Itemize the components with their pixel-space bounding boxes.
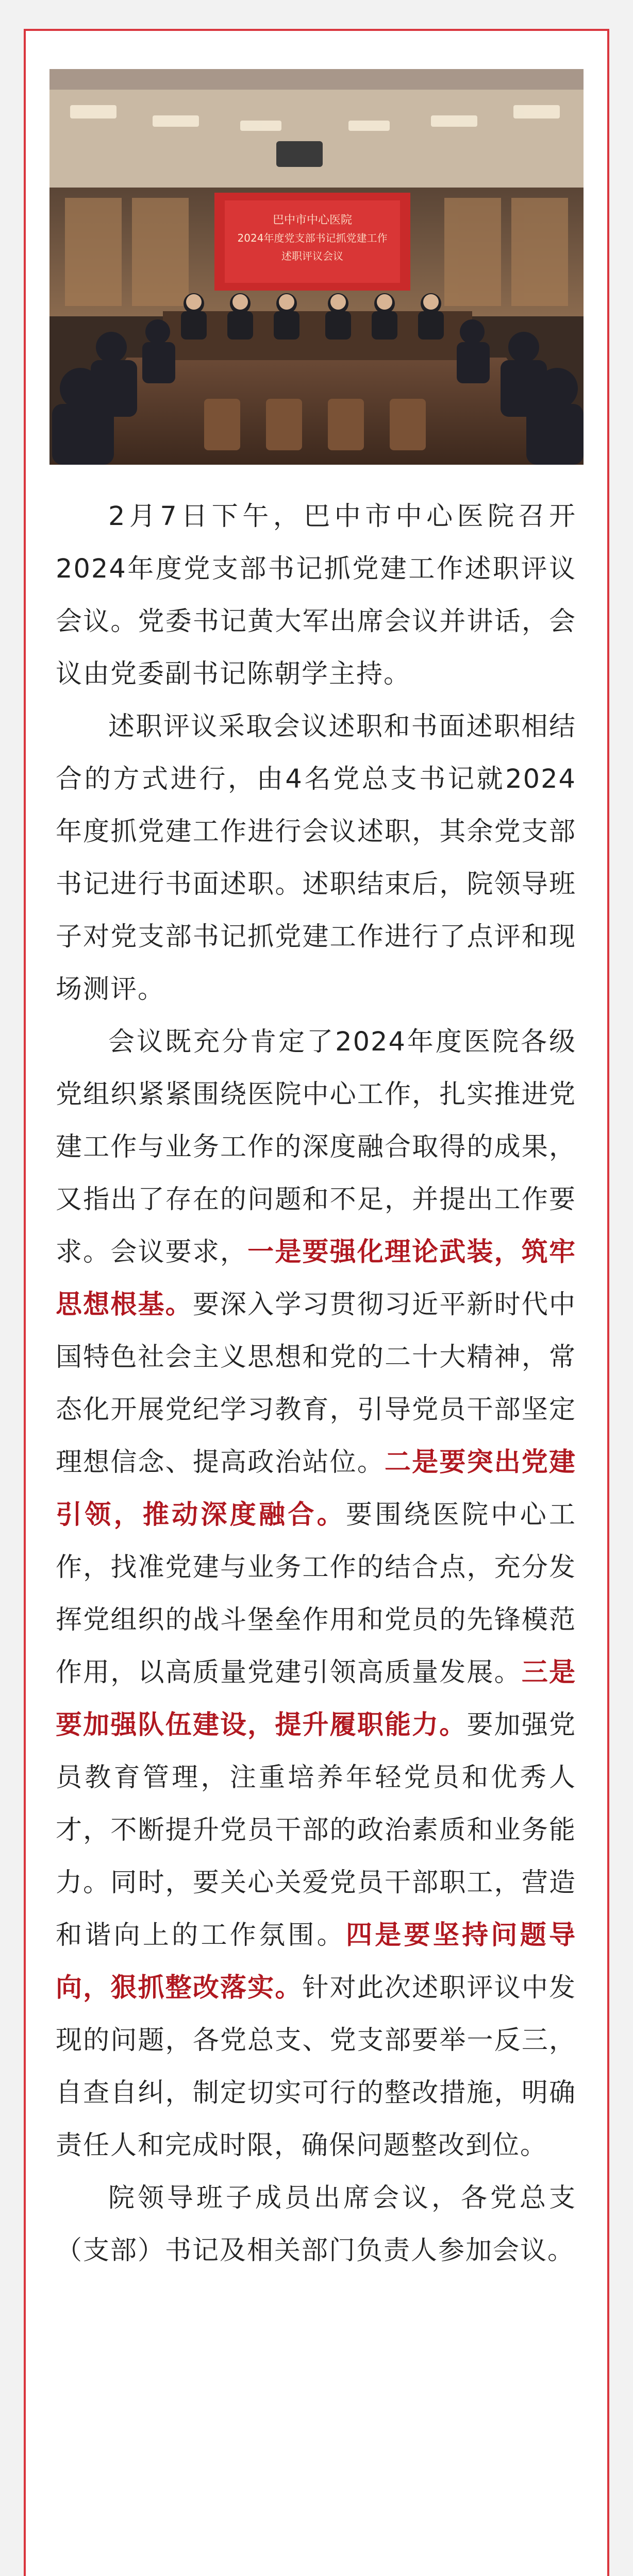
meeting-photo-illustration: [49, 69, 584, 465]
requirement-4-highlight: 四是要坚持问题导向，狠抓整改落实。: [56, 1920, 576, 2003]
meeting-photo: [49, 69, 584, 465]
paragraph-2: [56, 701, 576, 1016]
paragraph-3-text-2: 要深入学习贯彻习近平新时代中国特色社会主义思想和党的二十大精神，常态化开展党纪学习教育，引导党员干部坚定理想信念、提高政治站位。: [56, 1290, 576, 1478]
article-card: [24, 29, 609, 2576]
paragraph-4-text: 院领导班子成员出席会议，各党总支（支部）书记及相关部门负责人参加会议。: [56, 2183, 576, 2266]
requirement-2-highlight: 二是要突出党建引领，推动深度融合。: [56, 1447, 576, 1530]
projector: [276, 141, 323, 167]
screen-line-3: 述职评议会议: [281, 250, 343, 262]
paragraph-1: [56, 490, 576, 701]
paragraph-3-text-4: 要加强党员教育管理，注重培养年轻党员和优秀人才，不断提升党员干部的政治素质和业务能力。同时，要关心关爱党员干部职工，营造和谐向上的工作氛围。: [56, 1710, 576, 1951]
requirement-1-highlight: 一是要强化理论武装，筑牢思想根基。: [56, 1237, 576, 1320]
paragraph-2-text: 述职评议采取会议述职和书面述职相结合的方式进行，由4名党总支书记就2024年度抓党建工作进行会议述职，其余党支部书记进行书面述职。述职结束后，院领导班子对党支部书记抓党建工作进行了点评和现场测评。: [56, 711, 576, 1005]
paragraph-3: [56, 1016, 576, 2172]
paragraph-3-text-1: 会议既充分肯定了2024年度医院各级党组织紧紧围绕医院中心工作，扎实推进党建工作与业务工作的深度融合取得的成果，又指出了存在的问题和不足，并提出工作要求。会议要求，: [56, 1027, 576, 1267]
screen-line-2: 2024年度党支部书记抓党建工作: [237, 232, 388, 244]
requirement-3-highlight: 三是要加强队伍建设，提升履职能力。: [56, 1657, 576, 1740]
article-body: [56, 490, 576, 2277]
footer-wave-decoration: [26, 2574, 607, 2576]
screen-line-1: 巴中市中心医院: [272, 214, 353, 227]
paragraph-4: [56, 2172, 576, 2277]
paragraph-1-text: 2月7日下午，巴中市中心医院召开2024年度党支部书记抓党建工作述职评议会议。党委书记黄大军出席会议并讲话，会议由党委副书记陈朝学主持。: [56, 501, 576, 689]
paragraph-3-text-3: 要围绕医院中心工作，找准党建与业务工作的结合点，充分发挥党组织的战斗堡垒作用和党员的先锋模范作用，以高质量党建引领高质量发展。: [56, 1500, 576, 1688]
paragraph-3-text-5: 针对此次述职评议中发现的问题，各党总支、党支部要举一反三，自查自纠，制定切实可行的整改措施，明确责任人和完成时限，确保问题整改到位。: [56, 1973, 576, 2161]
